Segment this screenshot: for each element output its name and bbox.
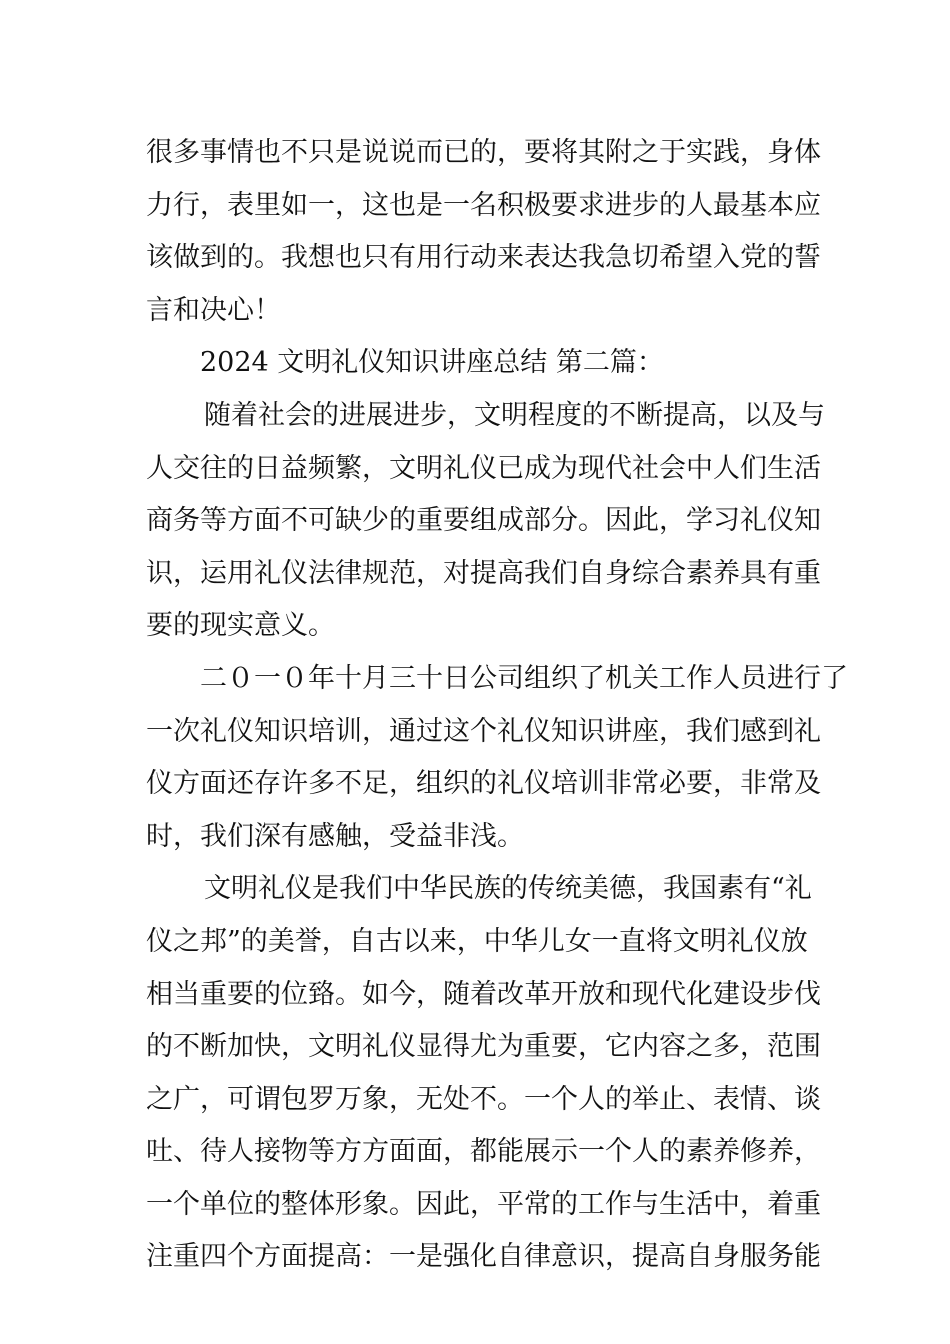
section-heading: 2024 文明礼仪知识讲座总结 第二篇： [200,347,664,379]
text-line: 一个单位的整体形象。因此，平常的工作与生活中，着重 [146,1188,821,1220]
text-line: 力行，表里如一，这也是一名积极要求进步的人最基本应 [146,189,821,221]
text-line: 要的现实意义。 [146,610,335,642]
text-line: 的不断加快，文明礼仪显得尤为重要，它内容之多，范围 [146,1031,821,1063]
text-line: 随着社会的进展进步，文明程度的不断提高，以及与 [204,399,825,431]
text-line: 二０一０年十月三十日公司组织了机关工作人员进行了 [200,662,848,694]
text-line: 之广，可谓包罗万象，无处不。一个人的举止、表情、谈 [146,1083,821,1115]
text-line: 商务等方面不可缺少的重要组成部分。因此，学习礼仪知 [146,505,821,537]
text-line: 言和决心！ [146,294,281,326]
text-line: 人交往的日益频繁，文明礼仪已成为现代社会中人们生活 [146,452,821,484]
text-line: 吐、待人接物等方方面面，都能展示一个人的素养修养， [146,1136,821,1168]
text-line: 时，我们深有感触，受益非浅。 [146,820,524,852]
text-line: 文明礼仪是我们中华民族的传统美德，我国素有“礼 [204,873,812,905]
body-text [146,127,848,1284]
text-line: 相当重要的位臵。如今，随着改革开放和现代化建设步伐 [146,978,821,1010]
text-line: 注重四个方面提高：一是强化自律意识，提高自身服务能 [146,1241,821,1273]
text-line: 该做到的。我想也只有用行动来表达我急切希望入党的誓 [146,242,821,274]
text-line: 识，运用礼仪法律规范，对提高我们自身综合素养具有重 [146,557,821,589]
text-line: 一次礼仪知识培训，通过这个礼仪知识讲座，我们感到礼 [146,715,821,747]
text-line: 仪之邦”的美誉，自古以来，中华儿女一直将文明礼仪放 [146,925,808,957]
text-line: 仪方面还存许多不足，组织的礼仪培训非常必要，非常及 [146,768,821,800]
text-line: 很多事情也不只是说说而已的，要将其附之于实践，身体 [146,137,821,168]
